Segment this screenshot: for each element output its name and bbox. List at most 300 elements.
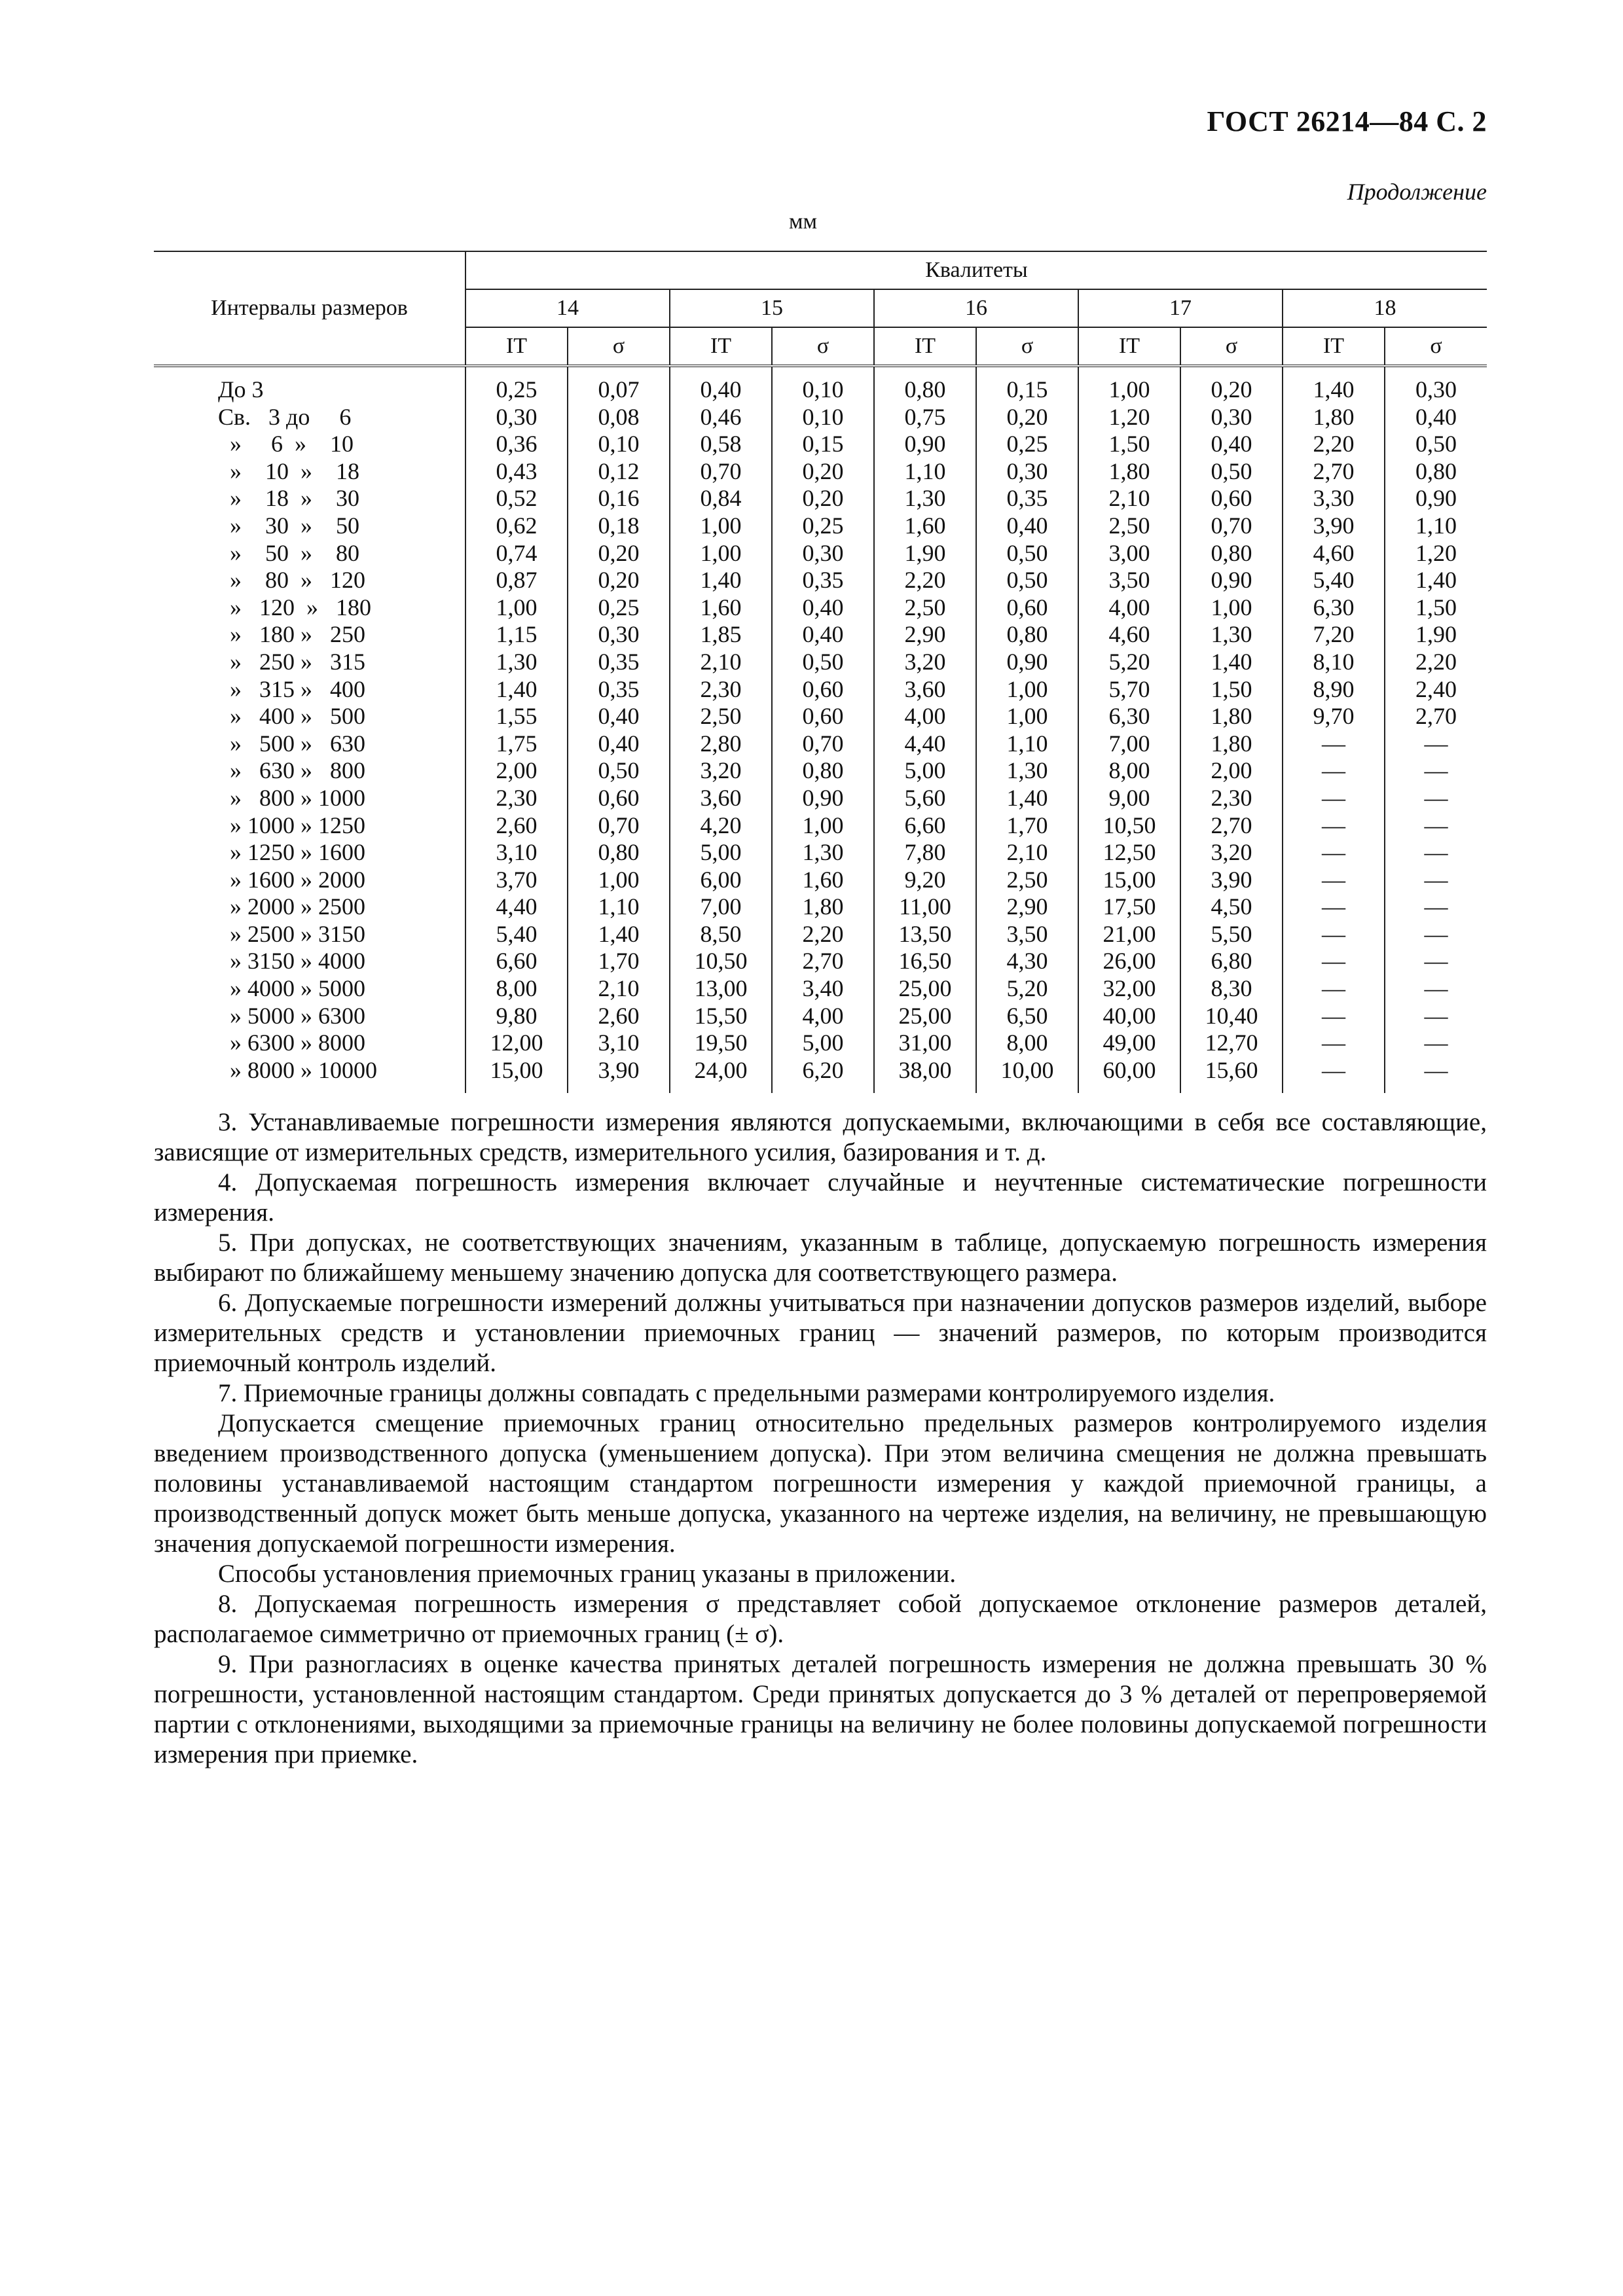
- value-cell: 2,10: [568, 975, 670, 1003]
- value-cell: 0,52: [465, 485, 568, 512]
- value-cell: 2,20: [772, 921, 874, 948]
- table-row: [154, 703, 1487, 730]
- value-cell: 0,40: [772, 621, 874, 649]
- interval-cell: » 50 » 80: [218, 539, 359, 566]
- unit-label: мм: [789, 209, 818, 234]
- table-row: [154, 893, 1487, 921]
- value-cell: 2,90: [976, 893, 1078, 921]
- subheader-it: IT: [465, 327, 568, 366]
- value-cell: 0,70: [670, 458, 772, 486]
- interval-cell: » 250 » 315: [218, 648, 365, 675]
- value-cell: 1,50: [1078, 431, 1180, 458]
- value-cell: 10,40: [1180, 1003, 1283, 1030]
- value-cell: 21,00: [1078, 921, 1180, 948]
- value-cell: 1,40: [568, 921, 670, 948]
- paragraph: Допускается смещение приемочных границ относительно предельных размеров контролируемого изделия введением производственного допуска (уменьшением допуска). При этом величина смещения не должна превышать половины устанавливаемой настоящим стандартом погрешности измерения у каждой приемочной границы, а производственный допуск может быть меньше допуска, указанного на чертеже изделия, на величину, не превышающую значения допускаемой погрешности измерения.: [154, 1409, 1487, 1558]
- value-cell: 2,70: [1180, 812, 1283, 840]
- grade-header: 18: [1283, 289, 1487, 327]
- value-cell: 11,00: [874, 893, 976, 921]
- value-cell: 5,70: [1078, 676, 1180, 704]
- interval-cell: » 6 » 10: [218, 431, 354, 457]
- value-cell: —: [1283, 785, 1385, 812]
- value-cell: 3,60: [874, 676, 976, 704]
- paragraph: 6. Допускаемые погрешности измерений должны учитываться при назначении допусков размеров изделий, выборе измерительных средств и установлении приемочных границ — значений размеров, по которым производится приемочный контроль изделий.: [154, 1289, 1487, 1377]
- table-row: [154, 921, 1487, 948]
- value-cell: —: [1385, 730, 1487, 758]
- value-cell: 0,80: [874, 366, 976, 404]
- value-cell: 3,20: [874, 649, 976, 676]
- value-cell: 1,40: [670, 567, 772, 594]
- value-cell: 0,10: [568, 431, 670, 458]
- value-cell: 2,20: [874, 567, 976, 594]
- value-cell: 4,60: [1283, 540, 1385, 567]
- value-cell: —: [1283, 1030, 1385, 1057]
- value-cell: 2,60: [465, 812, 568, 840]
- value-cell: 0,20: [568, 540, 670, 567]
- value-cell: 1,70: [976, 812, 1078, 840]
- header-intervals: Интервалы размеров: [154, 251, 465, 366]
- table-row: [154, 1030, 1487, 1057]
- value-cell: 0,80: [1180, 540, 1283, 567]
- table-row: [154, 757, 1487, 785]
- value-cell: 9,20: [874, 867, 976, 894]
- grade-header: 16: [874, 289, 1078, 327]
- value-cell: 1,15: [465, 621, 568, 649]
- value-cell: 0,30: [1385, 366, 1487, 404]
- value-cell: 3,90: [568, 1057, 670, 1094]
- table-row: [154, 730, 1487, 758]
- value-cell: 0,40: [568, 703, 670, 730]
- value-cell: —: [1283, 839, 1385, 867]
- value-cell: 2,50: [1078, 512, 1180, 540]
- value-cell: 1,80: [1180, 730, 1283, 758]
- value-cell: —: [1283, 757, 1385, 785]
- value-cell: 0,90: [772, 785, 874, 812]
- value-cell: 0,25: [772, 512, 874, 540]
- value-cell: 0,90: [976, 649, 1078, 676]
- value-cell: 1,60: [670, 594, 772, 622]
- page-header: ГОСТ 26214—84 С. 2: [1207, 105, 1487, 137]
- interval-cell: » 80 » 120: [218, 567, 365, 594]
- value-cell: 2,20: [1283, 431, 1385, 458]
- value-cell: 1,10: [568, 893, 670, 921]
- value-cell: 24,00: [670, 1057, 772, 1094]
- table-row: [154, 785, 1487, 812]
- value-cell: 4,30: [976, 948, 1078, 975]
- value-cell: 0,50: [1180, 458, 1283, 486]
- value-cell: 0,50: [568, 757, 670, 785]
- value-cell: 2,70: [772, 948, 874, 975]
- value-cell: 3,00: [1078, 540, 1180, 567]
- subheader-it: IT: [874, 327, 976, 366]
- value-cell: 0,40: [1385, 404, 1487, 431]
- interval-cell: » 5000 » 6300: [218, 1002, 365, 1029]
- value-cell: 1,20: [1078, 404, 1180, 431]
- value-cell: 0,60: [772, 703, 874, 730]
- value-cell: 7,00: [670, 893, 772, 921]
- interval-cell: » 30 » 50: [218, 512, 359, 539]
- value-cell: 10,00: [976, 1057, 1078, 1094]
- value-cell: 2,50: [976, 867, 1078, 894]
- subheader-sigma: σ: [1385, 327, 1487, 366]
- value-cell: 40,00: [1078, 1003, 1180, 1030]
- interval-cell: » 500 » 630: [218, 730, 365, 757]
- value-cell: 15,60: [1180, 1057, 1283, 1094]
- value-cell: —: [1385, 921, 1487, 948]
- value-cell: 5,40: [465, 921, 568, 948]
- value-cell: 8,00: [465, 975, 568, 1003]
- value-cell: 3,70: [465, 867, 568, 894]
- value-cell: 13,50: [874, 921, 976, 948]
- value-cell: 0,80: [772, 757, 874, 785]
- paragraph: 9. При разногласиях в оценке качества принятых деталей погрешность измерения не должна превышать 30 % погрешности, установленной настоящим стандартом. Среди принятых допускается до 3 % деталей от перепроверяемой партии с отклонениями, выходящими за приемочные границы на величину не более половины допускаемой погрешности измерения при приемке.: [154, 1650, 1487, 1768]
- interval-cell: » 2000 » 2500: [218, 893, 365, 920]
- value-cell: 7,80: [874, 839, 976, 867]
- value-cell: 60,00: [1078, 1057, 1180, 1094]
- value-cell: 1,40: [976, 785, 1078, 812]
- paragraph: 7. Приемочные границы должны совпадать с предельными размерами контролируемого изделия.: [218, 1379, 1275, 1407]
- value-cell: 0,70: [772, 730, 874, 758]
- value-cell: 26,00: [1078, 948, 1180, 975]
- table-row: [154, 458, 1487, 486]
- value-cell: —: [1385, 812, 1487, 840]
- value-cell: 3,10: [568, 1030, 670, 1057]
- value-cell: 2,80: [670, 730, 772, 758]
- table-row: [154, 512, 1487, 540]
- value-cell: 0,30: [976, 458, 1078, 486]
- value-cell: 0,18: [568, 512, 670, 540]
- table-row: [154, 839, 1487, 867]
- value-cell: 9,80: [465, 1003, 568, 1030]
- value-cell: 0,40: [568, 730, 670, 758]
- value-cell: 0,15: [976, 366, 1078, 404]
- value-cell: 6,00: [670, 867, 772, 894]
- grade-header: 17: [1078, 289, 1283, 327]
- value-cell: 15,00: [1078, 867, 1180, 894]
- grade-header: 14: [465, 289, 670, 327]
- value-cell: —: [1385, 893, 1487, 921]
- value-cell: 1,00: [670, 540, 772, 567]
- value-cell: 0,75: [874, 404, 976, 431]
- value-cell: 2,10: [670, 649, 772, 676]
- value-cell: 0,35: [568, 676, 670, 704]
- interval-cell: » 1250 » 1600: [218, 839, 365, 866]
- value-cell: 0,20: [976, 404, 1078, 431]
- value-cell: 0,80: [976, 621, 1078, 649]
- value-cell: 0,50: [1385, 431, 1487, 458]
- value-cell: 4,60: [1078, 621, 1180, 649]
- value-cell: 16,50: [874, 948, 976, 975]
- table-row: [154, 867, 1487, 894]
- value-cell: 25,00: [874, 975, 976, 1003]
- subheader-sigma: σ: [1180, 327, 1283, 366]
- interval-cell: » 6300 » 8000: [218, 1030, 365, 1056]
- paragraph: 4. Допускаемая погрешность измерения включает случайные и неучтенные систематические погрешности измерения.: [154, 1168, 1487, 1227]
- value-cell: —: [1283, 812, 1385, 840]
- table-row: [154, 540, 1487, 567]
- interval-cell: » 800 » 1000: [218, 784, 365, 811]
- value-cell: 2,40: [1385, 676, 1487, 704]
- interval-cell: » 400 » 500: [218, 703, 365, 730]
- interval-cell: До 3: [218, 376, 264, 403]
- value-cell: 1,80: [772, 893, 874, 921]
- value-cell: 8,90: [1283, 676, 1385, 704]
- subheader-it: IT: [670, 327, 772, 366]
- value-cell: 1,40: [1385, 567, 1487, 594]
- value-cell: 32,00: [1078, 975, 1180, 1003]
- value-cell: 1,30: [976, 757, 1078, 785]
- value-cell: 0,58: [670, 431, 772, 458]
- value-cell: 0,40: [976, 512, 1078, 540]
- value-cell: 0,60: [568, 785, 670, 812]
- value-cell: 6,50: [976, 1003, 1078, 1030]
- value-cell: 8,50: [670, 921, 772, 948]
- value-cell: —: [1283, 1057, 1385, 1094]
- value-cell: 0,60: [976, 594, 1078, 622]
- value-cell: 1,00: [976, 676, 1078, 704]
- value-cell: 17,50: [1078, 893, 1180, 921]
- value-cell: 0,20: [1180, 366, 1283, 404]
- value-cell: 2,00: [1180, 757, 1283, 785]
- value-cell: —: [1283, 975, 1385, 1003]
- value-cell: 1,00: [976, 703, 1078, 730]
- value-cell: 0,50: [976, 540, 1078, 567]
- value-cell: 0,50: [772, 649, 874, 676]
- value-cell: —: [1283, 893, 1385, 921]
- value-cell: 1,40: [1180, 649, 1283, 676]
- value-cell: —: [1283, 948, 1385, 975]
- value-cell: 1,10: [874, 458, 976, 486]
- value-cell: 5,50: [1180, 921, 1283, 948]
- value-cell: 0,90: [1180, 567, 1283, 594]
- subheader-it: IT: [1283, 327, 1385, 366]
- value-cell: 0,10: [772, 366, 874, 404]
- value-cell: 4,00: [1078, 594, 1180, 622]
- table-row: [154, 366, 1487, 404]
- paragraph: 8. Допускаемая погрешность измерения σ представляет собой допускаемое отклонение размеров деталей, располагаемое симметрично от приемочных границ (± σ).: [154, 1590, 1487, 1648]
- value-cell: 6,60: [465, 948, 568, 975]
- value-cell: 1,30: [1180, 621, 1283, 649]
- value-cell: 1,60: [874, 512, 976, 540]
- value-cell: 0,35: [568, 649, 670, 676]
- table-row: [154, 567, 1487, 594]
- table-row: [154, 975, 1487, 1003]
- table-row: [154, 404, 1487, 431]
- value-cell: 1,40: [1283, 366, 1385, 404]
- interval-cell: » 120 » 180: [218, 594, 371, 620]
- value-cell: —: [1385, 839, 1487, 867]
- value-cell: 2,50: [670, 703, 772, 730]
- paragraph: 3. Устанавливаемые погрешности измерения являются допускаемыми, включающими в себя все составляющие, зависящие от измерительных средств, измерительного усилия, базирования и т. д.: [154, 1108, 1487, 1166]
- subheader-it: IT: [1078, 327, 1180, 366]
- value-cell: 4,00: [772, 1003, 874, 1030]
- value-cell: 0,12: [568, 458, 670, 486]
- value-cell: 1,30: [465, 649, 568, 676]
- value-cell: 0,30: [772, 540, 874, 567]
- value-cell: 1,20: [1385, 540, 1487, 567]
- value-cell: 3,60: [670, 785, 772, 812]
- value-cell: 19,50: [670, 1030, 772, 1057]
- value-cell: —: [1385, 948, 1487, 975]
- value-cell: 2,30: [465, 785, 568, 812]
- value-cell: 0,30: [465, 404, 568, 431]
- interval-cell: » 18 » 30: [218, 485, 359, 512]
- subheader-sigma: σ: [976, 327, 1078, 366]
- value-cell: 0,08: [568, 404, 670, 431]
- value-cell: 0,20: [772, 485, 874, 512]
- value-cell: 0,50: [976, 567, 1078, 594]
- table-row: [154, 1057, 1487, 1094]
- value-cell: 3,20: [670, 757, 772, 785]
- interval-cell: Св. 3 до 6: [218, 403, 352, 430]
- value-cell: 0,60: [1180, 485, 1283, 512]
- subheader-sigma: σ: [568, 327, 670, 366]
- interval-cell: » 4000 » 5000: [218, 975, 365, 1002]
- value-cell: —: [1385, 1030, 1487, 1057]
- table-row: [154, 485, 1487, 512]
- value-cell: 0,90: [1385, 485, 1487, 512]
- value-cell: 0,60: [772, 676, 874, 704]
- table-row: [154, 431, 1487, 458]
- value-cell: 3,90: [1180, 867, 1283, 894]
- value-cell: 3,50: [1078, 567, 1180, 594]
- value-cell: 9,70: [1283, 703, 1385, 730]
- continuation-label: Продолжение: [1347, 179, 1487, 205]
- value-cell: 31,00: [874, 1030, 976, 1057]
- value-cell: 4,40: [874, 730, 976, 758]
- value-cell: 1,00: [772, 812, 874, 840]
- value-cell: 8,10: [1283, 649, 1385, 676]
- value-cell: 3,10: [465, 839, 568, 867]
- value-cell: 3,40: [772, 975, 874, 1003]
- value-cell: 38,00: [874, 1057, 976, 1094]
- value-cell: 0,43: [465, 458, 568, 486]
- value-cell: 12,70: [1180, 1030, 1283, 1057]
- value-cell: 1,70: [568, 948, 670, 975]
- value-cell: 15,00: [465, 1057, 568, 1094]
- value-cell: 1,80: [1283, 404, 1385, 431]
- value-cell: 1,75: [465, 730, 568, 758]
- value-cell: —: [1385, 1003, 1487, 1030]
- body-text: [154, 1107, 1487, 1770]
- value-cell: 0,40: [670, 366, 772, 404]
- value-cell: 15,50: [670, 1003, 772, 1030]
- value-cell: 49,00: [1078, 1030, 1180, 1057]
- value-cell: 0,84: [670, 485, 772, 512]
- value-cell: 2,20: [1385, 649, 1487, 676]
- value-cell: 4,20: [670, 812, 772, 840]
- value-cell: 0,90: [874, 431, 976, 458]
- value-cell: 25,00: [874, 1003, 976, 1030]
- value-cell: 8,30: [1180, 975, 1283, 1003]
- tolerance-table: [154, 251, 1487, 1093]
- value-cell: 5,20: [1078, 649, 1180, 676]
- value-cell: 0,25: [568, 594, 670, 622]
- value-cell: 9,00: [1078, 785, 1180, 812]
- value-cell: 1,85: [670, 621, 772, 649]
- value-cell: 7,00: [1078, 730, 1180, 758]
- interval-cell: » 315 » 400: [218, 675, 365, 702]
- value-cell: —: [1283, 730, 1385, 758]
- value-cell: 2,10: [1078, 485, 1180, 512]
- interval-cell: » 8000 » 10000: [218, 1056, 377, 1083]
- table-row: [154, 594, 1487, 622]
- value-cell: —: [1385, 867, 1487, 894]
- value-cell: 0,30: [1180, 404, 1283, 431]
- value-cell: 12,00: [465, 1030, 568, 1057]
- value-cell: 0,74: [465, 540, 568, 567]
- value-cell: —: [1385, 757, 1487, 785]
- value-cell: 1,10: [1385, 512, 1487, 540]
- value-cell: 0,25: [976, 431, 1078, 458]
- value-cell: 5,00: [874, 757, 976, 785]
- value-cell: 13,00: [670, 975, 772, 1003]
- value-cell: 1,00: [1078, 366, 1180, 404]
- value-cell: 0,87: [465, 567, 568, 594]
- value-cell: 5,00: [772, 1030, 874, 1057]
- value-cell: 2,70: [1283, 458, 1385, 486]
- paragraph: 5. При допусках, не соответствующих значениям, указанным в таблице, допускаемую погрешность измерения выбирают по ближайшему меньшему значению допуска для соответствующего размера.: [154, 1229, 1487, 1287]
- value-cell: 0,07: [568, 366, 670, 404]
- subheader-sigma: σ: [772, 327, 874, 366]
- interval-cell: » 1600 » 2000: [218, 866, 365, 893]
- value-cell: 3,30: [1283, 485, 1385, 512]
- value-cell: 6,60: [874, 812, 976, 840]
- value-cell: 0,80: [1385, 458, 1487, 486]
- value-cell: 6,20: [772, 1057, 874, 1094]
- value-cell: 0,30: [568, 621, 670, 649]
- value-cell: 1,00: [1180, 594, 1283, 622]
- value-cell: 2,10: [976, 839, 1078, 867]
- value-cell: 0,25: [465, 366, 568, 404]
- value-cell: 4,50: [1180, 893, 1283, 921]
- value-cell: 0,16: [568, 485, 670, 512]
- value-cell: 3,90: [1283, 512, 1385, 540]
- interval-cell: » 2500 » 3150: [218, 920, 365, 947]
- value-cell: 1,30: [772, 839, 874, 867]
- value-cell: 0,70: [568, 812, 670, 840]
- value-cell: 0,36: [465, 431, 568, 458]
- table-row: [154, 1003, 1487, 1030]
- value-cell: —: [1283, 921, 1385, 948]
- value-cell: 1,30: [874, 485, 976, 512]
- value-cell: 1,90: [1385, 621, 1487, 649]
- value-cell: 1,55: [465, 703, 568, 730]
- interval-cell: » 1000 » 1250: [218, 812, 365, 838]
- value-cell: 2,70: [1385, 703, 1487, 730]
- value-cell: 3,50: [976, 921, 1078, 948]
- value-cell: 0,35: [976, 485, 1078, 512]
- value-cell: 0,20: [568, 567, 670, 594]
- value-cell: 5,20: [976, 975, 1078, 1003]
- value-cell: —: [1283, 867, 1385, 894]
- value-cell: —: [1283, 1003, 1385, 1030]
- value-cell: 1,90: [874, 540, 976, 567]
- value-cell: 1,80: [1078, 458, 1180, 486]
- value-cell: 1,80: [1180, 703, 1283, 730]
- table-row: [154, 948, 1487, 975]
- value-cell: 1,40: [465, 676, 568, 704]
- interval-cell: » 3150 » 4000: [218, 948, 365, 975]
- value-cell: 5,60: [874, 785, 976, 812]
- value-cell: 1,00: [465, 594, 568, 622]
- value-cell: 2,30: [1180, 785, 1283, 812]
- value-cell: 5,00: [670, 839, 772, 867]
- value-cell: 6,80: [1180, 948, 1283, 975]
- value-cell: 6,30: [1078, 703, 1180, 730]
- value-cell: 8,00: [1078, 757, 1180, 785]
- value-cell: 1,10: [976, 730, 1078, 758]
